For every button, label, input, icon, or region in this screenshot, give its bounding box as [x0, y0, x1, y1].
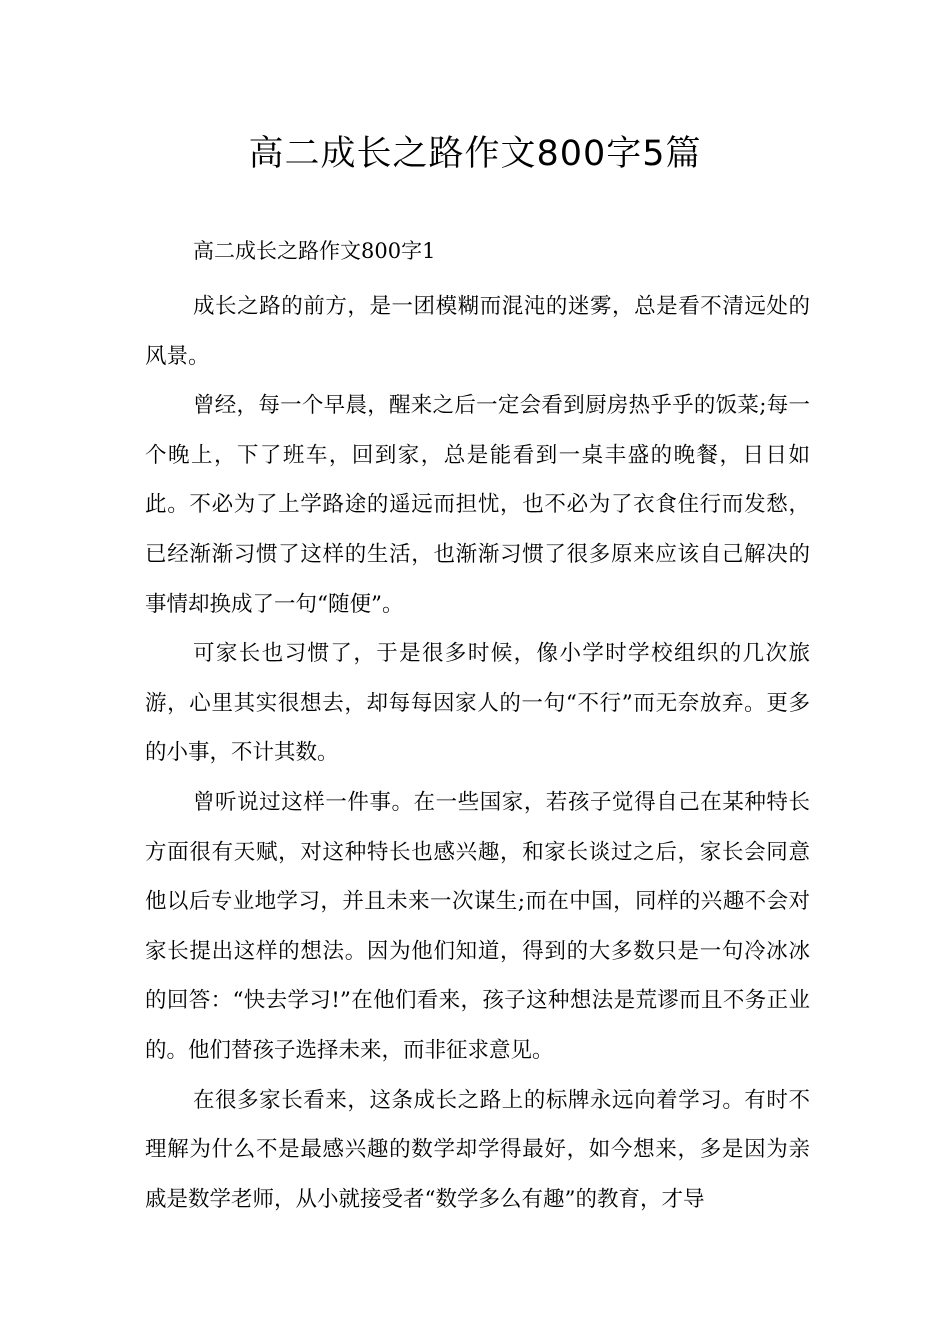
paragraph-2: 曾经，每一个早晨，醒来之后一定会看到厨房热乎乎的饭菜;每一个晚上，下了班车，回到家，总是能看到一桌丰盛的晚餐，日日如此。不必为了上学路途的遥远而担忧，也不必为了衣食住行而发愁，已经渐渐习惯了这样的生活，也渐渐习惯了很多原来应该自己解决的事情却换成了一句“随便”。 — [145, 393, 810, 617]
paragraph-4: 曾听说过这样一件事。在一些国家，若孩子觉得自己在某种特长方面很有天赋，对这种特长也感兴趣，和家长谈过之后，家长会同意他以后专业地学习，并且未来一次谋生;而在中国，同样的兴趣不会对家长提出这样的想法。因为他们知道，得到的大多数只是一句冷冰冰的回答：“快去学习!”在他们看来，孩子这种想法是荒谬而且不务正业的。他们替孩子选择未来，而非征求意见。 — [145, 789, 810, 1063]
paragraph-5: 在很多家长看来，这条成长之路上的标牌永远向着学习。有时不理解为什么不是最感兴趣的数学却学得最好，如今想来，多是因为亲戚是数学老师，从小就接受者“数学多么有趣”的教育，才导 — [145, 1087, 810, 1212]
essay-body — [145, 282, 810, 1224]
paragraph-1: 成长之路的前方，是一团模糊而混沌的迷雾，总是看不清远处的风景。 — [145, 294, 810, 369]
document-title: 高二成长之路作文800字5篇 — [248, 134, 702, 174]
paragraph-3: 可家长也习惯了，于是很多时候，像小学时学校组织的几次旅游，心里其实很想去，却每每因家人的一句“不行”而无奈放弃。更多的小事，不计其数。 — [145, 641, 810, 766]
essay-heading: 高二成长之路作文800字1 — [193, 239, 436, 263]
